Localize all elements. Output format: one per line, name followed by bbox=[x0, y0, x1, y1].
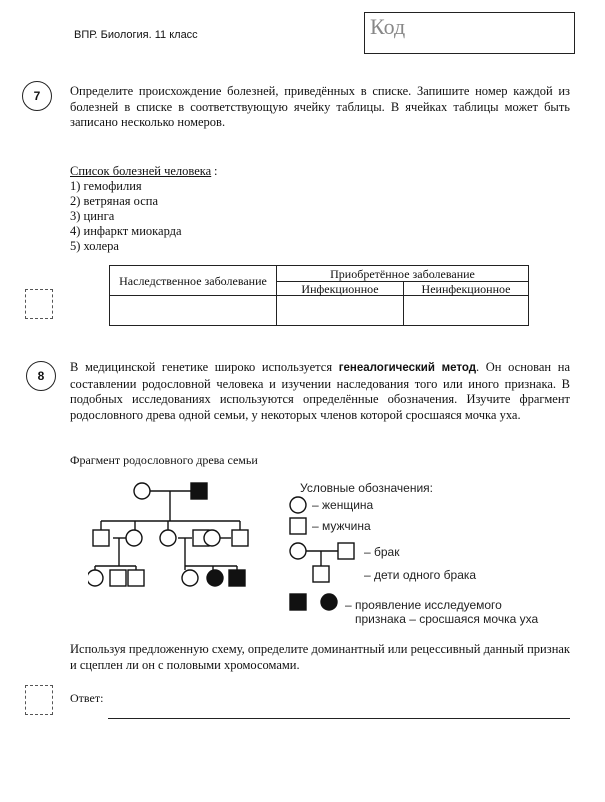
question-8-number: 8 bbox=[26, 361, 56, 391]
legend-marriage-male-icon bbox=[338, 543, 354, 559]
answer-line[interactable] bbox=[108, 718, 570, 719]
q8-score-box[interactable] bbox=[25, 685, 53, 715]
q7-answer-table bbox=[109, 265, 529, 326]
legend-trait-text-1: – проявление исследуемого bbox=[345, 598, 502, 612]
legend-marriage-text: – брак bbox=[364, 545, 400, 559]
pedigree-female bbox=[126, 530, 142, 546]
table-header-acquired: Приобретённое заболевание bbox=[277, 266, 529, 282]
list-item: 4) инфаркт миокарда bbox=[70, 224, 182, 238]
disease-list-colon: : bbox=[214, 164, 218, 178]
pedigree-female bbox=[160, 530, 176, 546]
legend-male-icon bbox=[290, 518, 306, 534]
table-header-noninfectious: Неинфекционное bbox=[404, 282, 529, 296]
legend-child-icon bbox=[313, 566, 329, 582]
list-item: 5) холера bbox=[70, 239, 119, 253]
answer-label: Ответ: bbox=[70, 691, 104, 705]
list-item: 1) гемофилия bbox=[70, 179, 142, 193]
legend-children-text: – дети одного брака bbox=[364, 568, 477, 582]
figure-title: Фрагмент родословного древа семьи bbox=[70, 453, 258, 467]
legend-female-text: – женщина bbox=[312, 498, 374, 512]
table-header-hereditary: Наследственное заболевание bbox=[110, 266, 277, 296]
disease-list bbox=[70, 179, 182, 254]
pedigree-female bbox=[88, 570, 103, 586]
question-7-number: 7 bbox=[22, 81, 52, 111]
page-header-title: ВПР. Биология. 11 класс bbox=[74, 29, 198, 41]
legend-title: Условные обозначения: bbox=[300, 481, 433, 495]
list-item: 3) цинга bbox=[70, 209, 115, 223]
legend-affected-female-icon bbox=[321, 594, 337, 610]
answer-cell-noninfectious[interactable] bbox=[404, 296, 529, 326]
pedigree-male bbox=[93, 530, 109, 546]
table-header-infectious: Инфекционное bbox=[277, 282, 404, 296]
pedigree-affected-male bbox=[229, 570, 245, 586]
pedigree-tree bbox=[88, 474, 268, 594]
pedigree-female bbox=[182, 570, 198, 586]
pedigree-affected-male bbox=[191, 483, 207, 499]
pedigree-male bbox=[110, 570, 126, 586]
answer-cell-hereditary[interactable] bbox=[110, 296, 277, 326]
pedigree-male bbox=[128, 570, 144, 586]
q7-score-box[interactable] bbox=[25, 289, 53, 319]
legend-marriage-female-icon bbox=[290, 543, 306, 559]
pedigree-female bbox=[134, 483, 150, 499]
genealogical-method-term: генеалогический метод bbox=[338, 362, 476, 374]
legend-affected-male-icon bbox=[290, 594, 306, 610]
legend-male-text: – мужчина bbox=[312, 519, 371, 533]
legend-trait-text-2: признака – сросшаяся мочка уха bbox=[355, 612, 539, 626]
answer-cell-infectious[interactable] bbox=[277, 296, 404, 326]
pedigree-male bbox=[232, 530, 248, 546]
question-8-text: В медицинской генетике широко используется генеалогический метод. Он основан на составлении родословной человека и изучении наследования того или иного признака. В подобных исследованиях используются определённые обозначения. Изучите фрагмент родословного древа одной семьи, у некоторых членов которой сросшаяся мочка уха. bbox=[70, 360, 570, 422]
list-item: 2) ветряная оспа bbox=[70, 194, 158, 208]
code-label: Код bbox=[370, 14, 406, 39]
legend-symbols bbox=[286, 494, 356, 614]
question-7-text: Определите происхождение болезней, приведённых в списке. Запишите номер каждой из болезней в списке в соответствующую ячейку таблицы. В ячейках таблицы может быть записано несколько номеров. bbox=[70, 84, 570, 129]
pedigree-affected-female bbox=[207, 570, 223, 586]
disease-list-title: Список болезней человека bbox=[70, 164, 212, 178]
pedigree-female bbox=[204, 530, 220, 546]
question-8-task: Используя предложенную схему, определите доминантный или рецессивный данный признак и сцеплен ли он с половыми хромосомами. bbox=[70, 642, 570, 672]
legend-female-icon bbox=[290, 497, 306, 513]
